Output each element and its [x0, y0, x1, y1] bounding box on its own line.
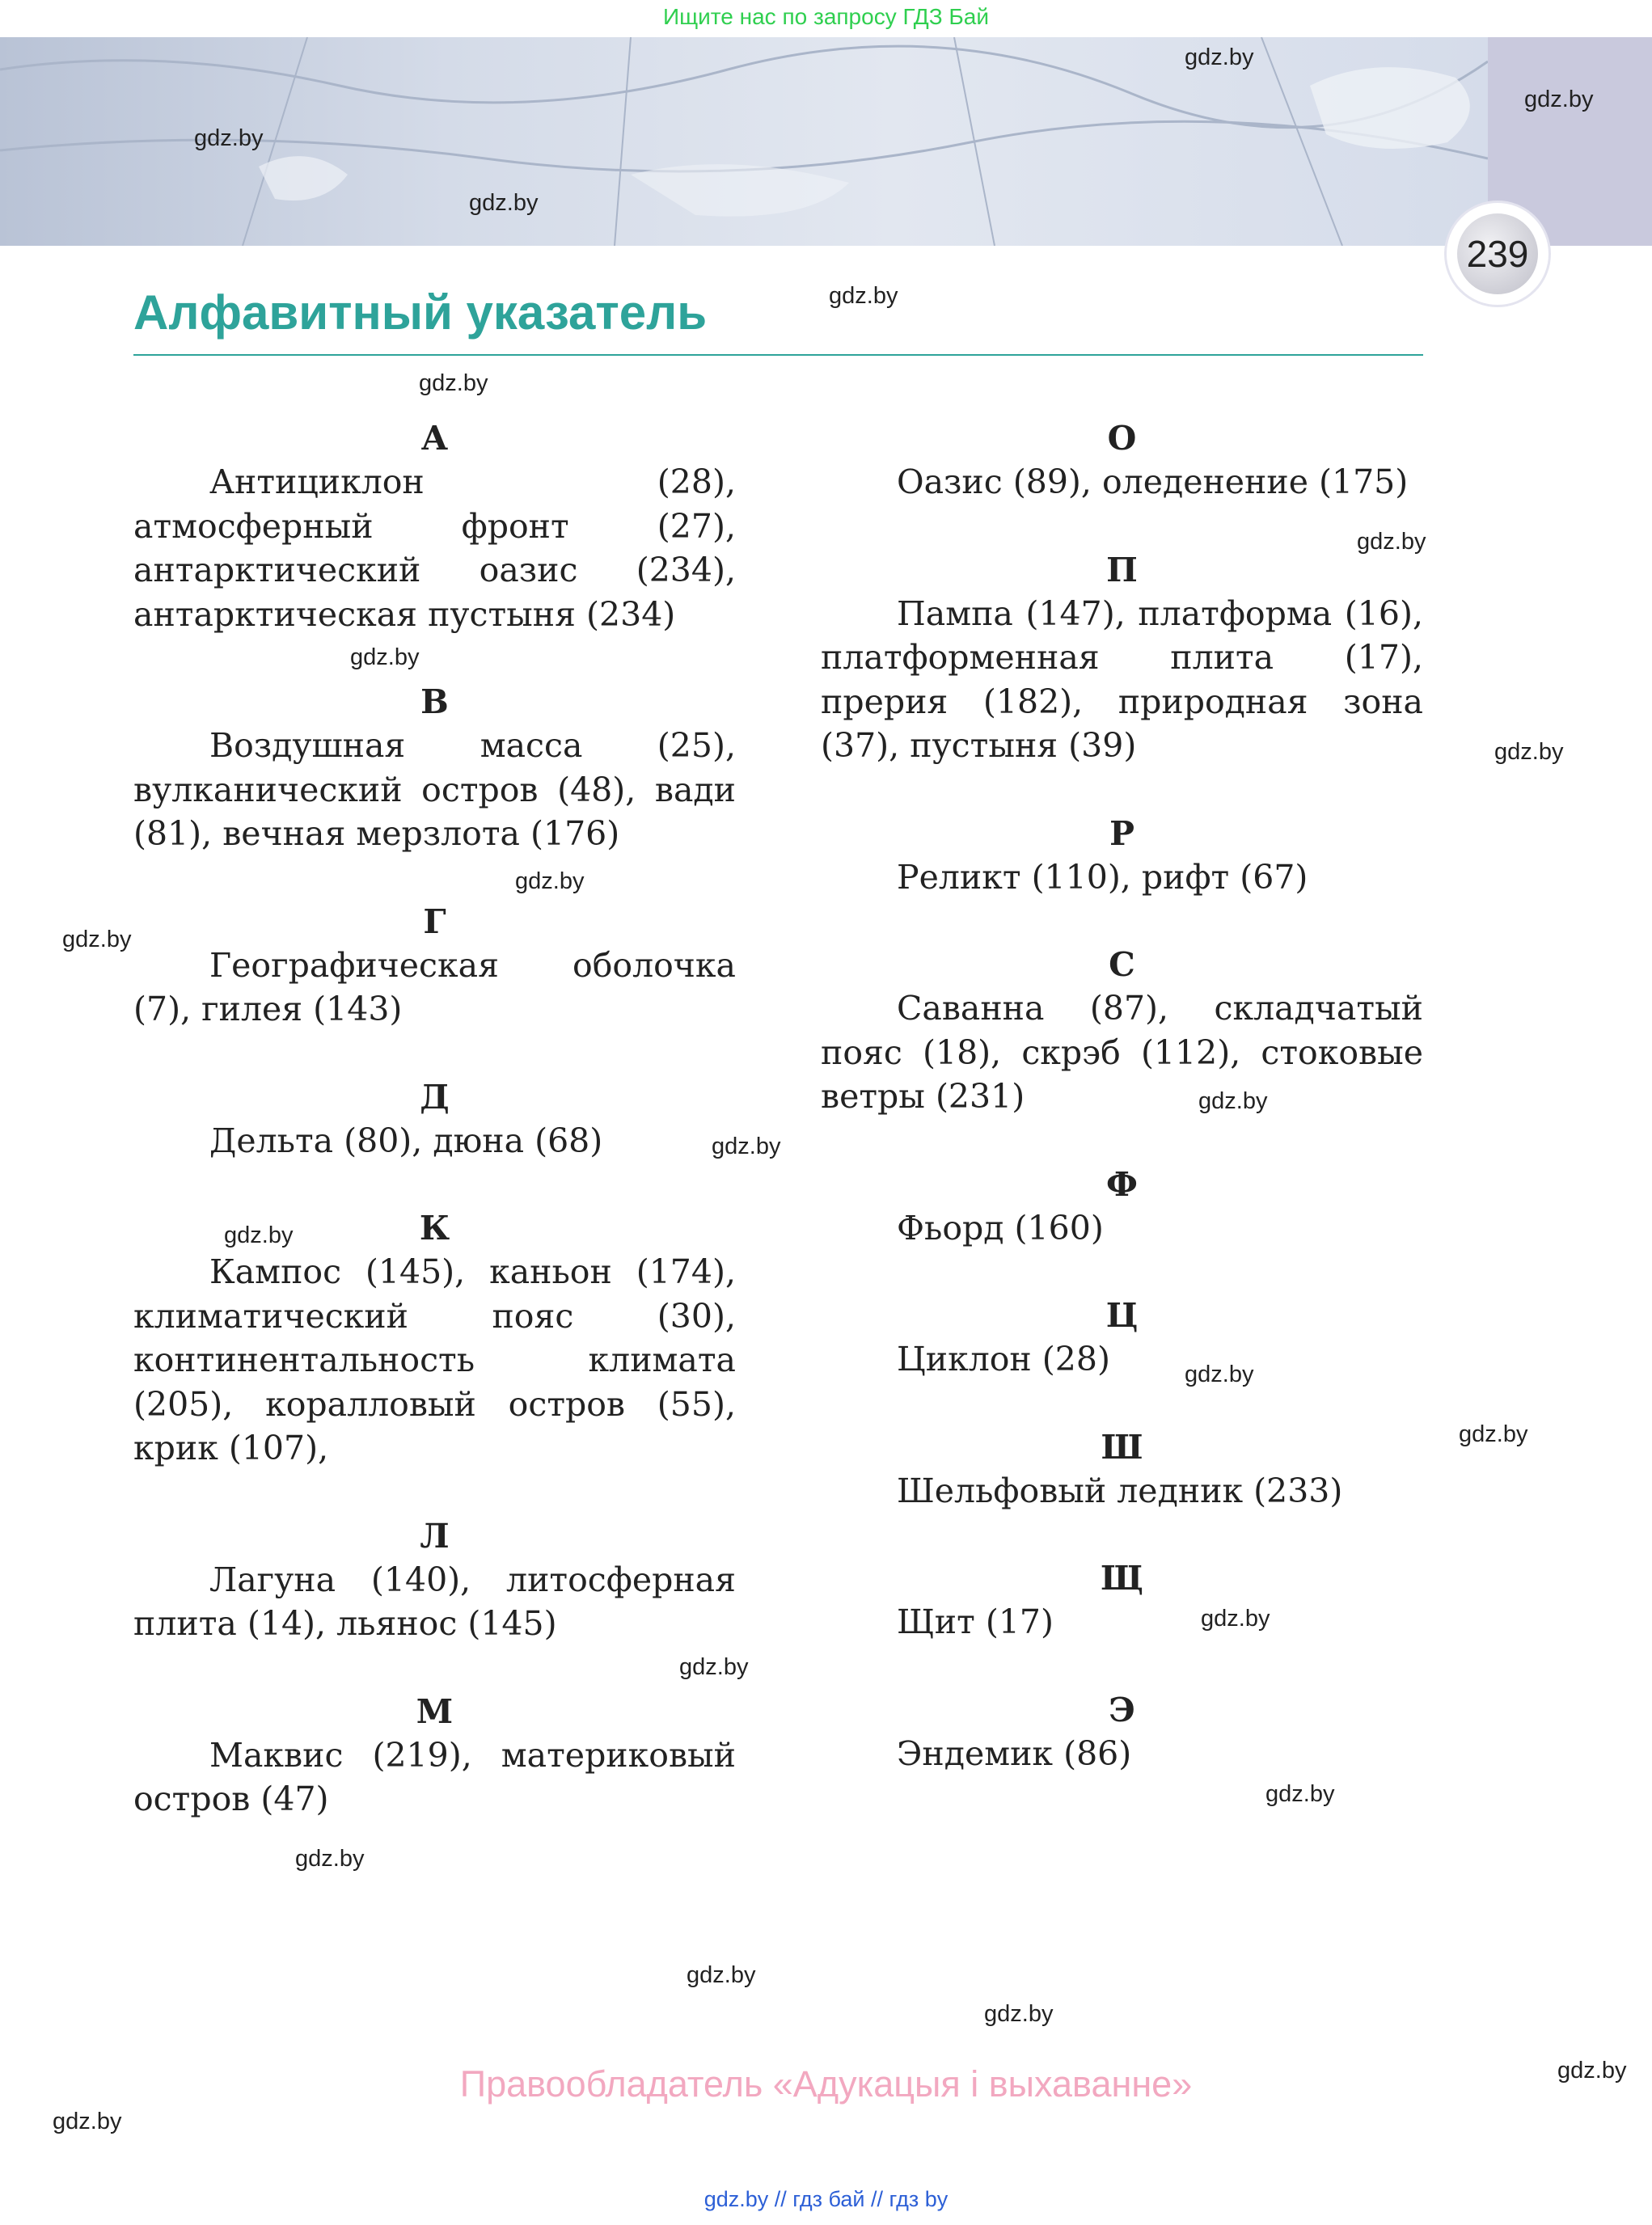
watermark: gdz.by	[1494, 739, 1564, 765]
watermark: gdz.by	[687, 1962, 756, 1988]
section-letter: А	[420, 419, 449, 458]
section-letter: С	[1109, 945, 1135, 984]
index-entries: Циклон (28)	[897, 1340, 1110, 1378]
section-letter: Г	[423, 901, 446, 941]
index-column-right	[821, 416, 1423, 1775]
page-title: Алфавитный указатель	[133, 285, 708, 340]
index-entries: Пампа (147), платформа (16), платформенная плита (17), прерия (182), природная зона (37), пустыня (39)	[821, 593, 1423, 765]
section-letter: П	[1106, 550, 1138, 589]
index-section-ts	[821, 1294, 1423, 1382]
index-entries: Оазис (89), оледенение (175)	[897, 462, 1409, 501]
watermark: gdz.by	[469, 190, 539, 216]
watermark: gdz.by	[295, 1846, 365, 1872]
section-letter: М	[416, 1691, 454, 1731]
index-section-o	[821, 416, 1423, 505]
watermark: gdz.by	[1185, 1362, 1254, 1387]
index-entries: Маквис (219), материковый остров (47)	[133, 1735, 736, 1818]
section-letter: Ш	[1101, 1427, 1143, 1467]
index-entries: Географическая оболочка (7), гилея (143)	[133, 945, 736, 1028]
index-entries: Реликт (110), рифт (67)	[897, 857, 1308, 897]
watermark: gdz.by	[712, 1134, 781, 1159]
search-hint-banner: Ищите нас по запросу ГДЗ Бай	[662, 4, 990, 29]
watermark: gdz.by	[1557, 2058, 1627, 2084]
title-underline	[133, 354, 1423, 356]
index-section-r	[821, 812, 1423, 900]
watermark: gdz.by	[62, 927, 132, 952]
index-entries: Лагуна (140), литосферная плита (14), льянос (145)	[133, 1560, 736, 1643]
index-entries: Воздушная масса (25), вулканический остров (48), вади (81), вечная мерзлота (176)	[133, 726, 736, 853]
watermark: gdz.by	[829, 283, 898, 309]
index-section-v	[133, 680, 736, 856]
section-letter: Ф	[1106, 1164, 1138, 1204]
index-entries: Антициклон (28), атмосферный фронт (27), антарктический оазис (234), антарктическая пустыня (234)	[133, 462, 736, 634]
watermark: gdz.by	[679, 1654, 749, 1680]
watermark: gdz.by	[1524, 87, 1594, 112]
index-section-m	[133, 1690, 736, 1822]
index-entries: Щит (17)	[897, 1602, 1054, 1641]
index-section-sh	[821, 1425, 1423, 1514]
section-letter: К	[419, 1209, 450, 1248]
section-letter: Щ	[1100, 1559, 1143, 1598]
index-section-e	[821, 1688, 1423, 1776]
watermark: gdz.by	[515, 868, 585, 894]
watermark: gdz.by	[1198, 1088, 1268, 1114]
index-section-s	[821, 943, 1423, 1119]
index-entries: Саванна (87), складчатый пояс (18), скрэб (112), стоковые ветры (231)	[821, 989, 1423, 1116]
section-letter: Л	[420, 1516, 450, 1556]
index-entries: Шельфовый ледник (233)	[897, 1471, 1343, 1510]
index-section-a	[133, 416, 736, 636]
watermark: gdz.by	[984, 2001, 1054, 2027]
index-entries: Эндемик (86)	[897, 1733, 1132, 1773]
watermark: gdz.by	[1265, 1781, 1335, 1807]
index-entries: Фьорд (160)	[897, 1208, 1104, 1248]
section-letter: В	[420, 682, 449, 721]
section-letter: О	[1107, 419, 1137, 458]
index-section-f	[821, 1163, 1423, 1251]
index-entries: Дельта (80), дюна (68)	[209, 1121, 603, 1160]
section-letter: Д	[420, 1077, 450, 1117]
watermark: gdz.by	[53, 2109, 122, 2134]
copyright-footer: Правообладатель «Адукацыя і выхаванне»	[459, 2063, 1193, 2105]
section-letter: Р	[1109, 813, 1134, 853]
index-section-p	[821, 548, 1423, 768]
watermark: gdz.by	[350, 644, 420, 670]
watermark: gdz.by	[1357, 529, 1426, 555]
index-column-left	[133, 416, 736, 1822]
watermark: gdz.by	[1459, 1421, 1528, 1447]
page-number: 239	[1466, 233, 1529, 275]
section-letter: Ц	[1105, 1296, 1139, 1335]
watermark: gdz.by	[1201, 1606, 1270, 1632]
index-section-l	[133, 1514, 736, 1646]
index-section-g	[133, 900, 736, 1032]
watermark: gdz.by	[419, 370, 488, 396]
index-section-d	[133, 1075, 736, 1163]
bottom-links[interactable]: gdz.by // гдз бай // гдз by	[703, 2187, 949, 2211]
index-entries: Кампос (145), каньон (174), климатический пояс (30), континентальность климата (205), коралловый остров (55), крик (107),	[133, 1252, 736, 1467]
index-section-shch	[821, 1556, 1423, 1644]
watermark: gdz.by	[1185, 44, 1254, 70]
section-letter: Э	[1109, 1690, 1135, 1729]
watermark: gdz.by	[194, 125, 264, 151]
watermark: gdz.by	[224, 1222, 294, 1248]
page-number-badge	[1444, 201, 1551, 307]
